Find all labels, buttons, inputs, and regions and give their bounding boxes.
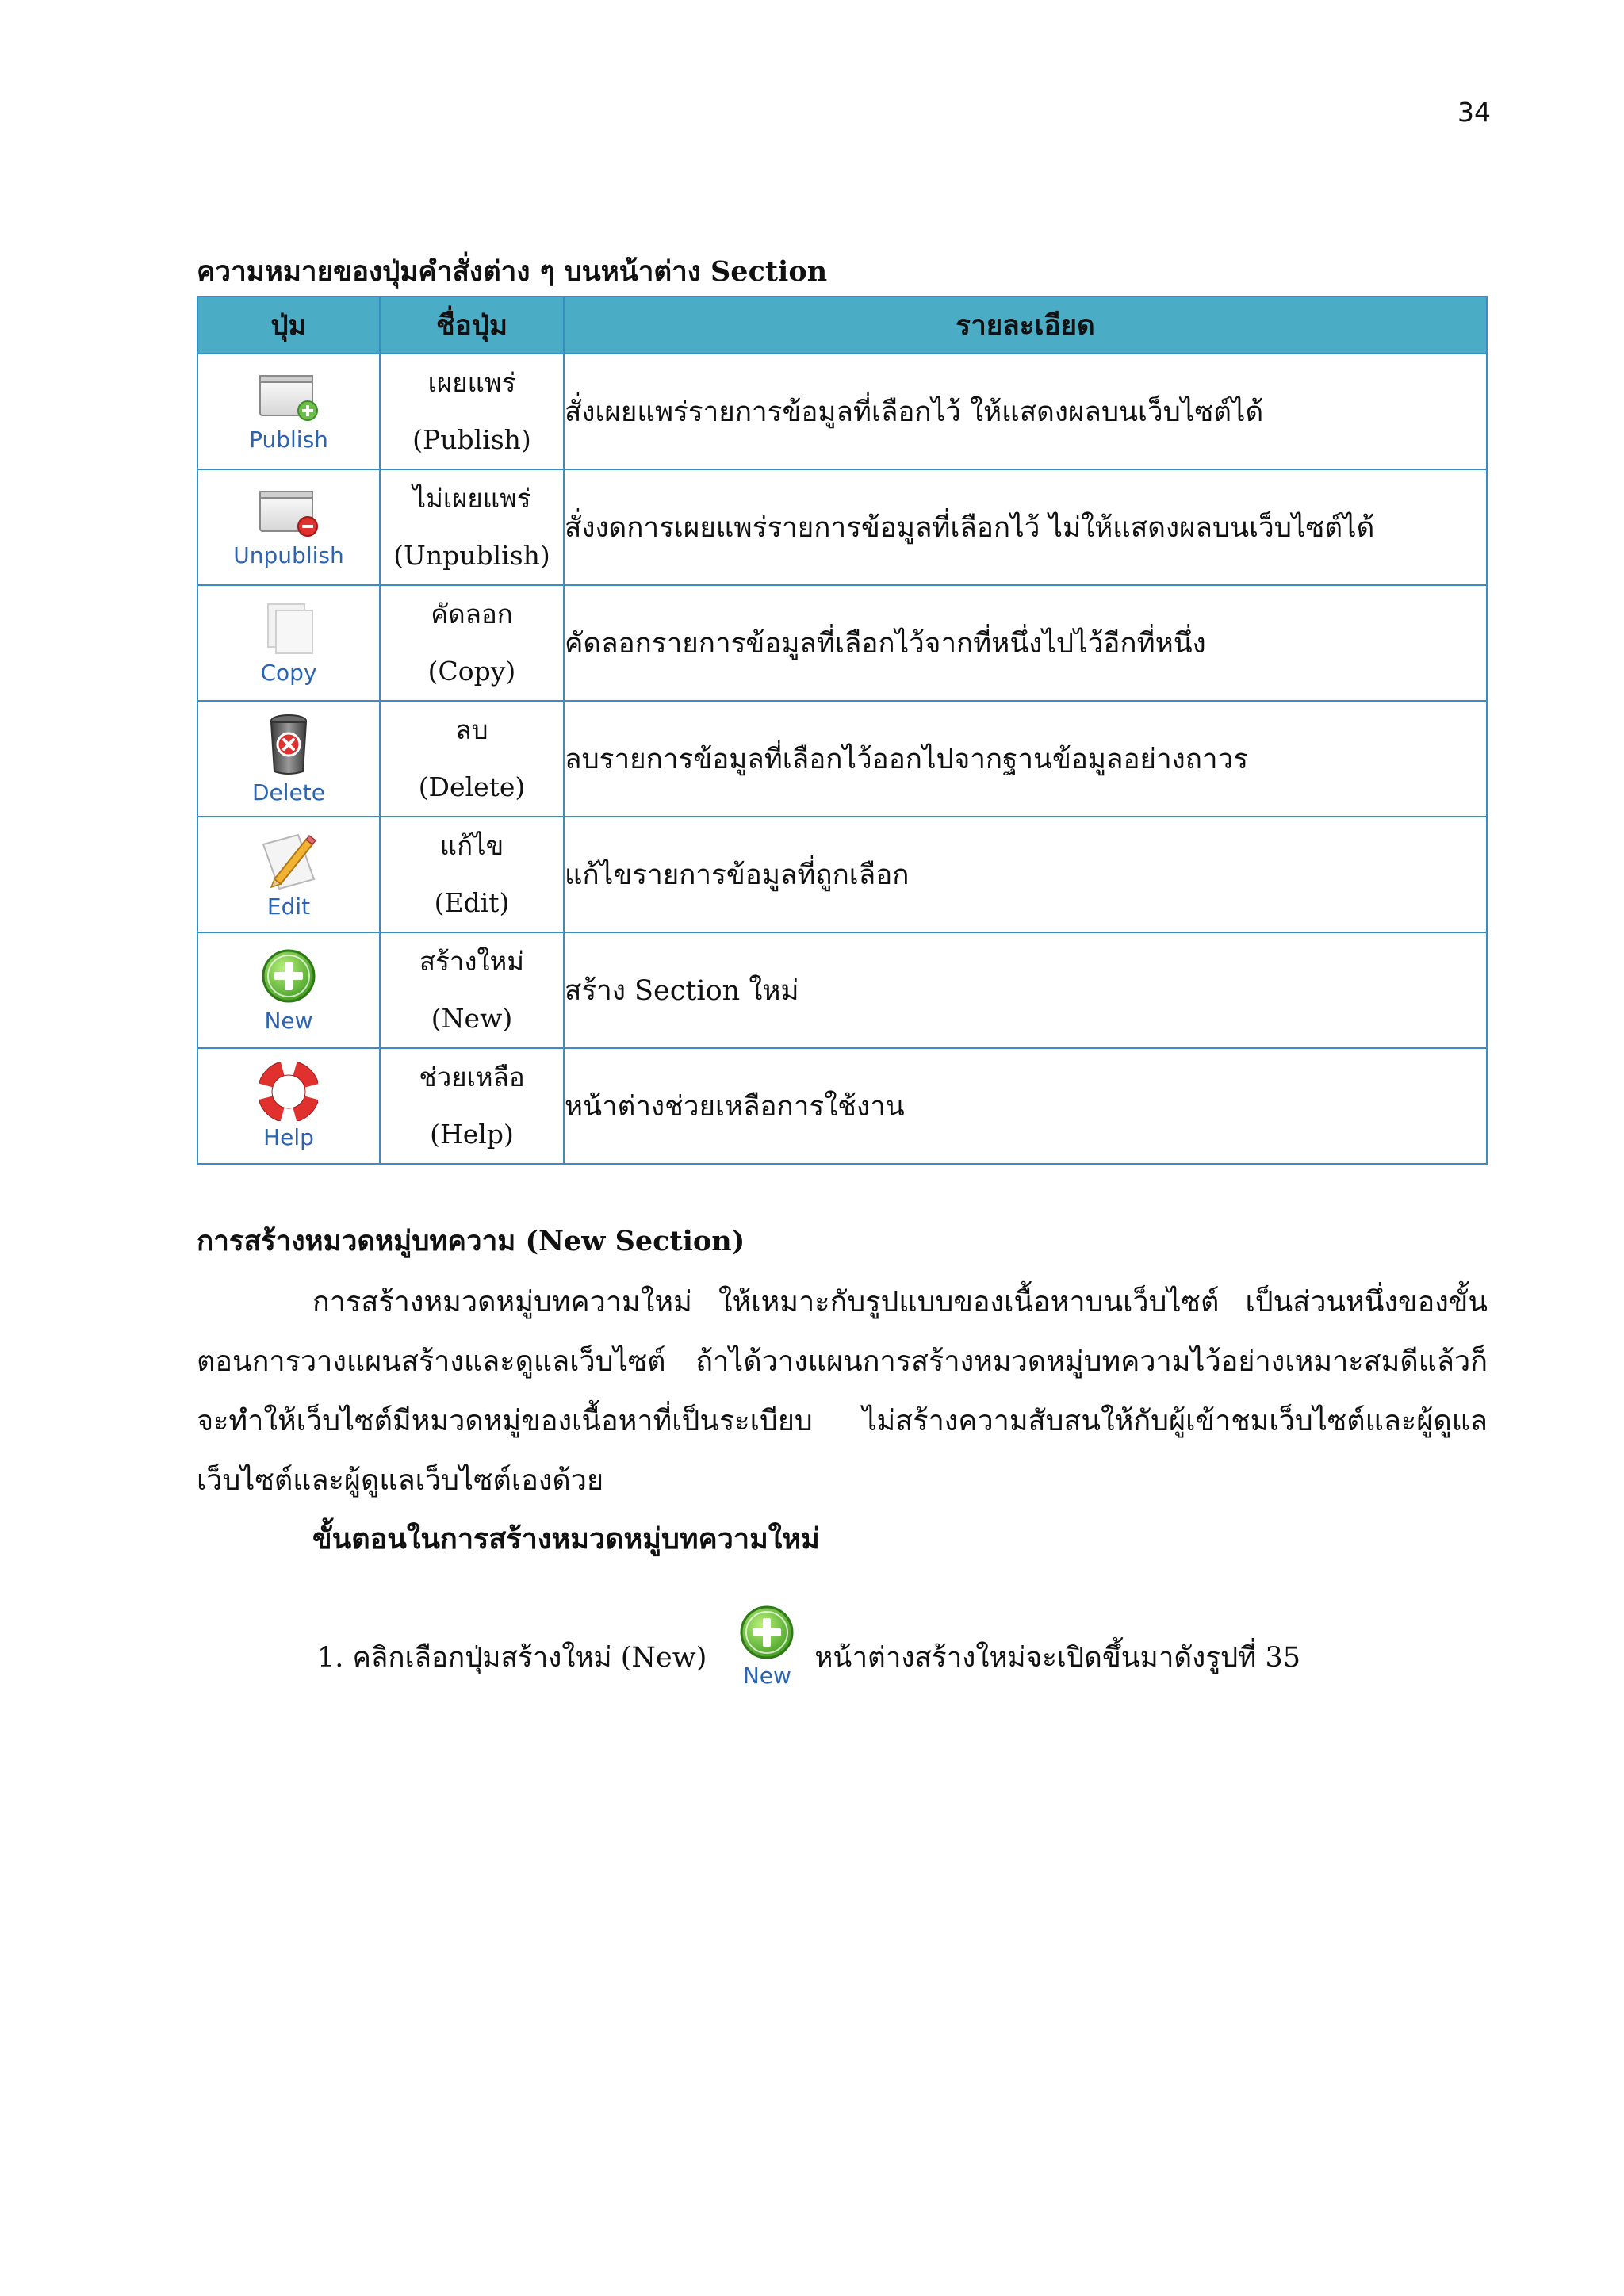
button-name-th: ไม่เผยแพร่ xyxy=(412,483,531,514)
new-icon xyxy=(260,947,317,1004)
step-1 xyxy=(317,1570,1300,1689)
table-row xyxy=(197,354,1487,469)
name-cell xyxy=(380,701,564,817)
icon-cell xyxy=(197,469,380,585)
icon-cell xyxy=(197,585,380,701)
section-heading: การสร้างหมวดหมู่บทความ (New Section) xyxy=(197,1225,745,1257)
name-cell xyxy=(380,932,564,1048)
button-meaning-table xyxy=(197,296,1488,1165)
button-name-en: (Help) xyxy=(430,1119,514,1150)
step-1-result-text: หน้าต่างสร้างใหม่จะเปิดขึ้นมาดังรูปที่ 35 xyxy=(814,1642,1300,1674)
table-row xyxy=(197,469,1487,585)
button-name-th: ลบ xyxy=(455,714,488,745)
button-name-th: คัดลอก xyxy=(431,599,513,629)
button-name-th: ช่วยเหลือ xyxy=(419,1062,525,1093)
name-cell xyxy=(380,817,564,932)
unpublish-icon-label: Unpublish xyxy=(233,541,344,568)
detail-cell: แก้ไขรายการข้อมูลที่ถูกเลือก xyxy=(564,817,1487,932)
name-cell xyxy=(380,354,564,469)
detail-cell: สร้าง Section ใหม่ xyxy=(564,932,1487,1048)
detail-cell: สั่งงดการเผยแพร่รายการข้อมูลที่เลือกไว้ ไม่ให้แสดงผลบนเว็บไซต์ได้ xyxy=(564,469,1487,585)
table-title: ความหมายของปุ่มคำสั่งต่าง ๆ บนหน้าต่าง Section xyxy=(197,255,828,288)
body-paragraph: การสร้างหมวดหมู่บทความใหม่ ให้เหมาะกับรูปแบบของเนื้อหาบนเว็บไซต์ เป็นส่วนหนึ่งของขั้นตอนการวางแผนสร้างและดูแลเว็บไซต์ ถ้าได้วางแผนการสร้างหมวดหมู่บทความไว้อย่างเหมาะสมดีแล้วก็จะทำให้เว็บไซต์มีหมวดหมู่ของเนื้อหาที่เป็นระเบียบ ไม่สร้างความสับสนให้กับผู้เข้าชมเว็บไซต์และผู้ดูแลเว็บไซต์และผู้ดูแลเว็บไซต์เองด้วย xyxy=(197,1286,1488,1497)
table-row xyxy=(197,585,1487,701)
button-name-en: (Edit) xyxy=(434,887,510,918)
detail-cell: คัดลอกรายการข้อมูลที่เลือกไว้จากที่หนึ่งไปไว้อีกที่หนึ่ง xyxy=(564,585,1487,701)
edit-icon xyxy=(257,830,320,890)
button-name-en: (Unpublish) xyxy=(393,540,550,571)
button-name-en: (Publish) xyxy=(412,424,531,455)
button-name-en: (Delete) xyxy=(418,771,526,802)
publish-icon-label: Publish xyxy=(249,426,328,453)
table-header-row xyxy=(197,297,1487,354)
steps-heading: ขั้นตอนในการสร้างหมวดหมู่บทความใหม่ xyxy=(312,1522,820,1556)
table-row xyxy=(197,932,1487,1048)
detail-cell: หน้าต่างช่วยเหลือการใช้งาน xyxy=(564,1048,1487,1164)
unpublish-button[interactable] xyxy=(198,472,379,583)
copy-icon xyxy=(255,601,322,656)
button-name-th: สร้างใหม่ xyxy=(419,946,525,977)
name-cell xyxy=(380,469,564,585)
name-cell xyxy=(380,1048,564,1164)
help-button[interactable] xyxy=(198,1050,379,1161)
icon-cell xyxy=(197,817,380,932)
help-icon xyxy=(259,1062,318,1121)
table-row xyxy=(197,817,1487,932)
step-new-button[interactable] xyxy=(738,1604,795,1689)
icon-cell xyxy=(197,354,380,469)
header-name: ชื่อปุ่ม xyxy=(380,297,564,354)
detail-cell: สั่งเผยแพร่รายการข้อมูลที่เลือกไว้ ให้แสดงผลบนเว็บไซต์ได้ xyxy=(564,354,1487,469)
name-cell xyxy=(380,585,564,701)
table-row xyxy=(197,1048,1487,1164)
unpublish-icon xyxy=(255,487,322,539)
icon-cell xyxy=(197,701,380,817)
button-name-th: แก้ไข xyxy=(439,830,504,861)
header-detail: รายละเอียด xyxy=(564,297,1487,354)
help-icon-label: Help xyxy=(263,1123,314,1150)
step-1-text: 1. คลิกเลือกปุ่มสร้างใหม่ (New) xyxy=(317,1642,707,1674)
edit-icon-label: Edit xyxy=(266,893,311,920)
button-name-en: (New) xyxy=(431,1003,513,1034)
button-name-en: (Copy) xyxy=(427,656,516,687)
new-icon xyxy=(738,1604,795,1661)
step-new-icon-label: New xyxy=(742,1663,791,1689)
header-icon: ปุ่ม xyxy=(197,297,380,354)
copy-button[interactable] xyxy=(198,587,379,698)
publish-button[interactable] xyxy=(198,356,379,467)
copy-icon-label: Copy xyxy=(260,659,317,686)
publish-icon xyxy=(255,371,322,423)
delete-icon-label: Delete xyxy=(252,779,325,806)
new-icon-label: New xyxy=(264,1007,313,1034)
edit-button[interactable] xyxy=(198,819,379,930)
table-row xyxy=(197,701,1487,817)
detail-cell: ลบรายการข้อมูลที่เลือกไว้ออกไปจากฐานข้อมูลอย่างถาวร xyxy=(564,701,1487,817)
icon-cell xyxy=(197,1048,380,1164)
delete-button[interactable] xyxy=(198,703,379,814)
icon-cell xyxy=(197,932,380,1048)
delete-icon xyxy=(262,713,315,776)
page-number: 34 xyxy=(1457,97,1491,128)
new-button[interactable] xyxy=(198,935,379,1046)
button-name-th: เผยแพร่ xyxy=(427,367,516,398)
